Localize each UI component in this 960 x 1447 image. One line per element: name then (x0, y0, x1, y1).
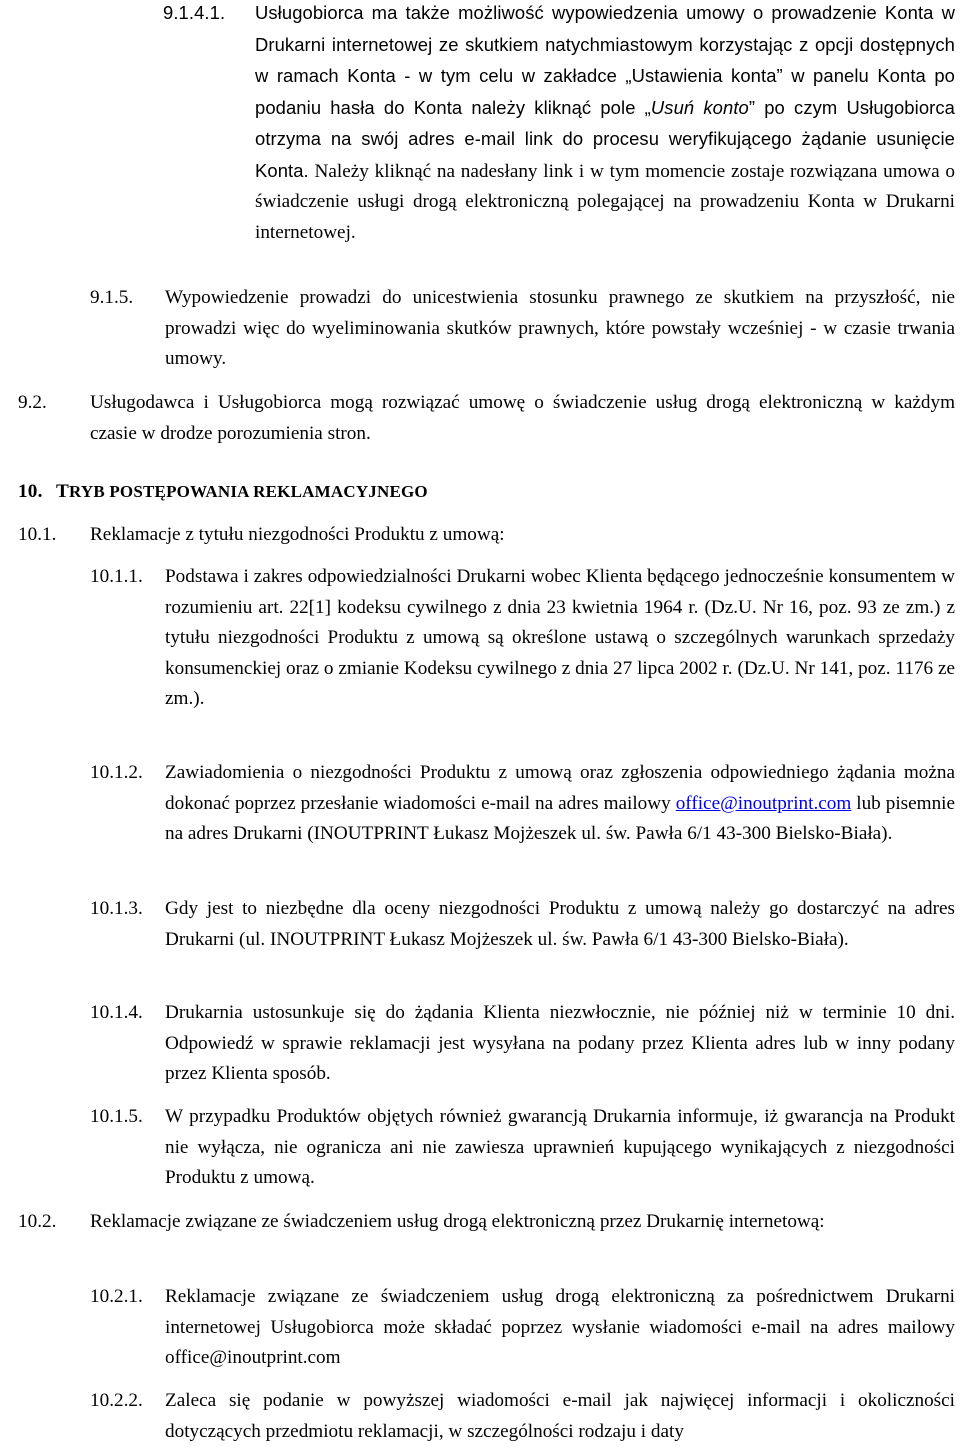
paragraph-text: Zawiadomienia o niezgodności Produktu z umową oraz zgłoszenia odpowiedniego żądania można dokonać poprzez przesłanie wiadomości e-mail na adres mailowy (165, 762, 955, 814)
paragraph-text: lub pisemnie na adres Drukarni (INOUTPRINT Łukasz Mojżeszek ul. św. Pawła 6/1 43-300 Bielsko-Biała). (165, 792, 956, 844)
email-link[interactable]: office@inoutprint.com (675, 792, 852, 814)
section-number: 10.2.2. (90, 1390, 143, 1411)
section-number: 9.1.5. (90, 287, 134, 308)
paragraph-text: Należy kliknąć na nadesłany link i w tym momencie zostaje rozwiązana umowa o świadczenie usługi drogą elektroniczną polegającej na prowadzeniu Konta w Drukarni internetowej. (255, 160, 955, 243)
paragraph-10-1-4: Drukarnia ustosunkuje się do żądania Klienta niezwłocznie, nie później niż w terminie 10 dni. Odpowiedź w sprawie reklamacji jest wysyłana na podany przez Klienta adres lub w inny podany przez Klienta sposób. (165, 1002, 955, 1084)
paragraph-text: Usługobiorca ma także możliwość wypowiedzenia umowy o prowadzenie Konta w Drukarni internetowej ze skutkiem natychmiastowym korzystając z opcji dostępnych w ramach Konta - w tym celu w zakładce „Ustawienia konta” w panelu Konta po podaniu hasła do Konta należy kliknąć pole „ (255, 2, 955, 118)
paragraph-10-1-2 (165, 758, 955, 850)
paragraph-9-1-4-1 (255, 0, 955, 248)
section-heading: TRYB POSTĘPOWANIA REKLAMACYJNEGO (56, 481, 428, 502)
paragraph-9-2: Usługodawca i Usługobiorca mogą rozwiązać umowę o świadczenie usług drogą elektroniczną w każdym czasie w drodze porozumienia stron. (90, 392, 955, 444)
section-number: 9.2. (18, 392, 47, 413)
paragraph-10-1-5: W przypadku Produktów objętych również gwarancją Drukarnia informuje, iż gwarancja na Produkt nie wyłącza, nie ogranicza ani nie zawiesza uprawnień kupującego wynikających z niezgodności Produktu z umową. (165, 1106, 955, 1188)
section-number: 10.1.5. (90, 1106, 143, 1127)
paragraph-10-1: Reklamacje z tytułu niezgodności Produktu z umową: (90, 524, 505, 545)
section-number: 10.1.2. (90, 762, 143, 783)
paragraph-text: ” po czym Usługobiorca otrzyma na swój adres e-mail link do procesu weryfikującego żądanie usunięcie Konta. (255, 96, 956, 181)
paragraph-9-1-5: Wypowiedzenie prowadzi do unicestwienia stosunku prawnego ze skutkiem na przyszłość, nie prowadzi więc do wyeliminowania skutków prawnych, które powstały wcześniej - w czasie trwania umowy. (165, 287, 955, 369)
section-number: 10.2.1. (90, 1286, 143, 1307)
section-number: 9.1.4.1. (163, 2, 226, 23)
section-number: 10.1. (18, 524, 57, 545)
section-number: 10.1.1. (90, 566, 143, 587)
section-number: 10.2. (18, 1211, 57, 1232)
italic-term: Usuń konto (650, 96, 749, 118)
paragraph-10-1-3: Gdy jest to niezbędne dla oceny niezgodności Produktu z umową należy go dostarczyć na adres Drukarni (ul. INOUTPRINT Łukasz Mojżeszek ul. św. Pawła 6/1 43-300 Bielsko-Biała). (165, 898, 955, 950)
section-number: 10.1.4. (90, 1002, 143, 1023)
paragraph-10-2-1: Reklamacje związane ze świadczeniem usług drogą elektroniczną za pośrednictwem Drukarni internetowej Usługobiorca może składać poprzez wysłanie wiadomości e-mail na adres mailowy office@inoutprint.com (165, 1286, 955, 1368)
paragraph-10-2-2: Zaleca się podanie w powyższej wiadomości e-mail jak najwięcej informacji i okoliczności dotyczących przedmiotu reklamacji, w szczególności rodzaju i daty (165, 1390, 955, 1442)
section-number: 10.1.3. (90, 898, 143, 919)
paragraph-10-1-1: Podstawa i zakres odpowiedzialności Drukarni wobec Klienta będącego jednocześnie konsumentem w rozumieniu art. 22[1] kodeksu cywilnego z dnia 23 kwietnia 1964 r. (Dz.U. Nr 16, poz. 93 ze zm.) z tytułu niezgodności Produktu z umową są określone ustawą o szczególnych warunkach sprzedaży konsumenckiej oraz o zmianie Kodeksu cywilnego z dnia 27 lipca 2002 r. (Dz.U. Nr 141, poz. 1176 ze zm.). (165, 566, 955, 709)
paragraph-10-2: Reklamacje związane ze świadczeniem usług drogą elektroniczną przez Drukarnię internetową: (90, 1211, 825, 1232)
section-number: 10. (18, 481, 43, 502)
